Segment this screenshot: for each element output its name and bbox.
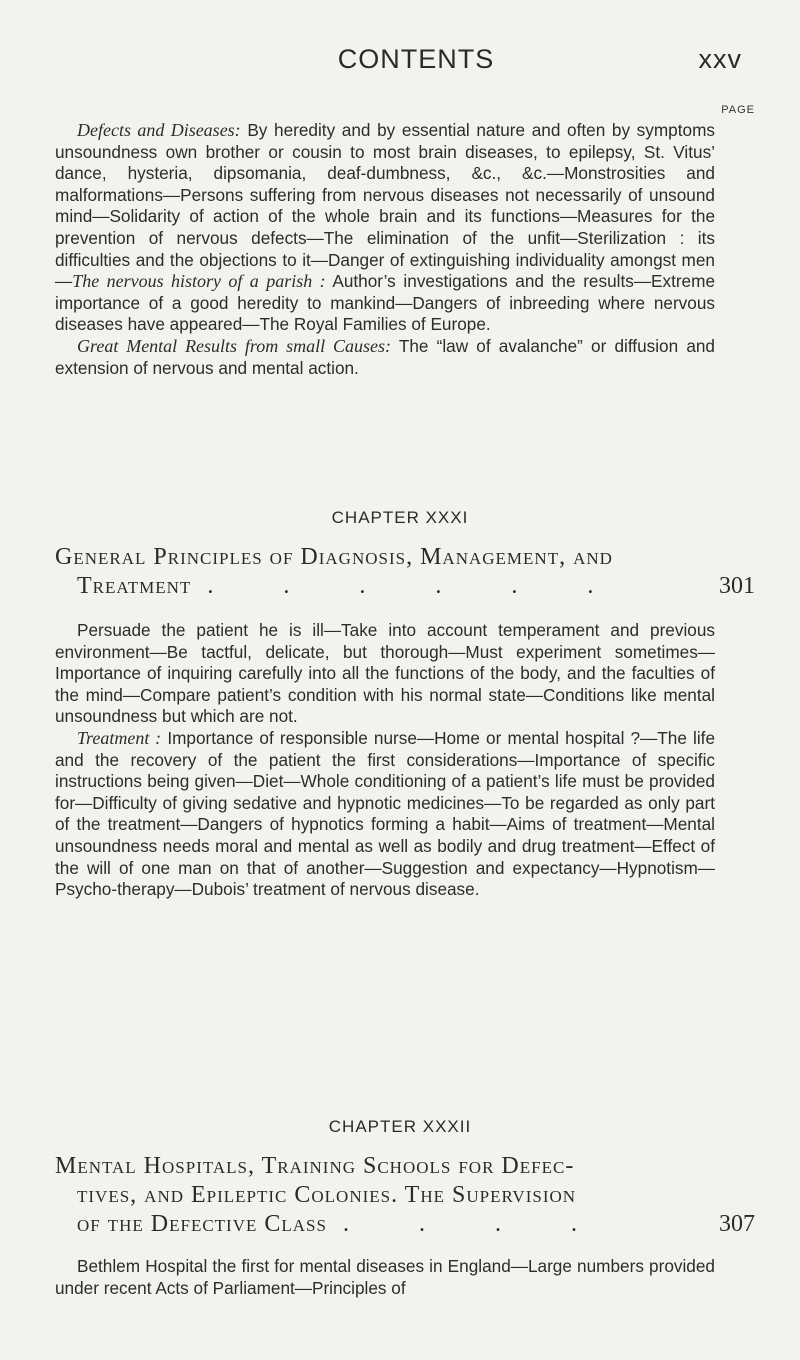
chapter-summary — [55, 1256, 715, 1299]
summary-lead: Defects and Diseases: — [77, 120, 241, 140]
chapter-title-line: tives, and Epileptic Colonies. The Supervision — [77, 1182, 577, 1208]
page-column-label: PAGE — [721, 104, 755, 116]
chapter-summary — [55, 620, 715, 901]
chapter-title — [55, 543, 755, 601]
summary-italic-title: The nervous history of a parish : — [72, 271, 326, 292]
section-summary-defects — [55, 120, 715, 379]
summary-paragraph — [55, 120, 715, 336]
summary-lead: Great Mental Results from small Causes: — [77, 335, 392, 356]
page-folio: xxv — [698, 44, 742, 74]
summary-paragraph: Persuade the patient he is ill—Take into account temperament and previous environment—Be tactful, delicate, but thorough—Must experiment sometimes—Importance of inquiring carefully into all the functions of the body, and the faculties of the mind—Compare patient’s condition with his normal state—Conditions like mental unsoundness but which are not. — [55, 620, 715, 727]
chapter-title-text: of the Defective Class — [77, 1211, 327, 1237]
summary-text: By heredity and by essential nature and often by symptoms unsoundness own brother or cousin to most brain diseases, to epilepsy, St. Vitus’ dance, hysteria, dipsomania, deaf-dumbness, &c., &c.—Monstrosities and malformations—Persons suffering from nervous diseases not necessarily of unsound mind—Solidarity of action of the whole brain and its functions—Measures for the prevention of nervous defects—The elimination of the unfit—Sterilization : its difficulties and the objections to it—Danger of extinguishing individuality amongst men— — [55, 120, 715, 292]
chapter-title — [55, 1152, 755, 1239]
summary-text: Author’s investigations and the results—Extreme importance of a good heredity to mankind—Dangers of inbreeding where nervous diseases have appeared—The Royal Families of Europe. — [55, 271, 715, 335]
running-head — [90, 44, 742, 84]
summary-text: Importance of responsible nurse—Home or mental hospital ?—The life and the recovery of the patient the first considerations—Importance of specific instructions being given—Diet—Whole conditioning of a patient’s life must be provided for—Difficulty of giving sedative and hypnotic medicines—To be regarded as only part of the treatment—Dangers of hypnotics forming a habit—Aims of treatment—Mental unsoundness needs moral and mental as well as bodily and drug treatment—Effect of the will of one man on that of another—Suggestion and expectancy—Hypnotism—Psycho-therapy—Dubois’ treatment of nervous disease. — [55, 727, 716, 900]
summary-paragraph: Bethlem Hospital the first for mental diseases in England—Large numbers provided under recent Acts of Parliament—Principles of — [55, 1256, 715, 1298]
chapter-page-number: 301 — [719, 573, 755, 599]
summary-paragraph — [55, 728, 715, 901]
chapter-title-line — [55, 572, 755, 601]
chapter-number: CHAPTER XXXII — [328, 1117, 472, 1136]
chapter-title-line: General Principles of Diagnosis, Management, and — [55, 544, 613, 570]
chapter-number: CHAPTER XXXI — [331, 508, 469, 527]
summary-text: The “law of avalanche” or diffusion and extension of nervous and mental action. — [55, 335, 715, 378]
summary-lead: Treatment : — [77, 727, 162, 748]
chapter-title-line — [55, 1210, 755, 1239]
summary-paragraph — [55, 336, 715, 379]
chapter-title-line: Mental Hospitals, Training Schools for Defec- — [55, 1153, 575, 1179]
chapter-page-number: 307 — [719, 1211, 755, 1237]
leader-dots: . . . . . . — [207, 573, 626, 599]
running-title: CONTENTS — [337, 44, 495, 74]
chapter-title-text: Treatment — [77, 573, 192, 599]
leader-dots: . . . . — [342, 1211, 609, 1237]
